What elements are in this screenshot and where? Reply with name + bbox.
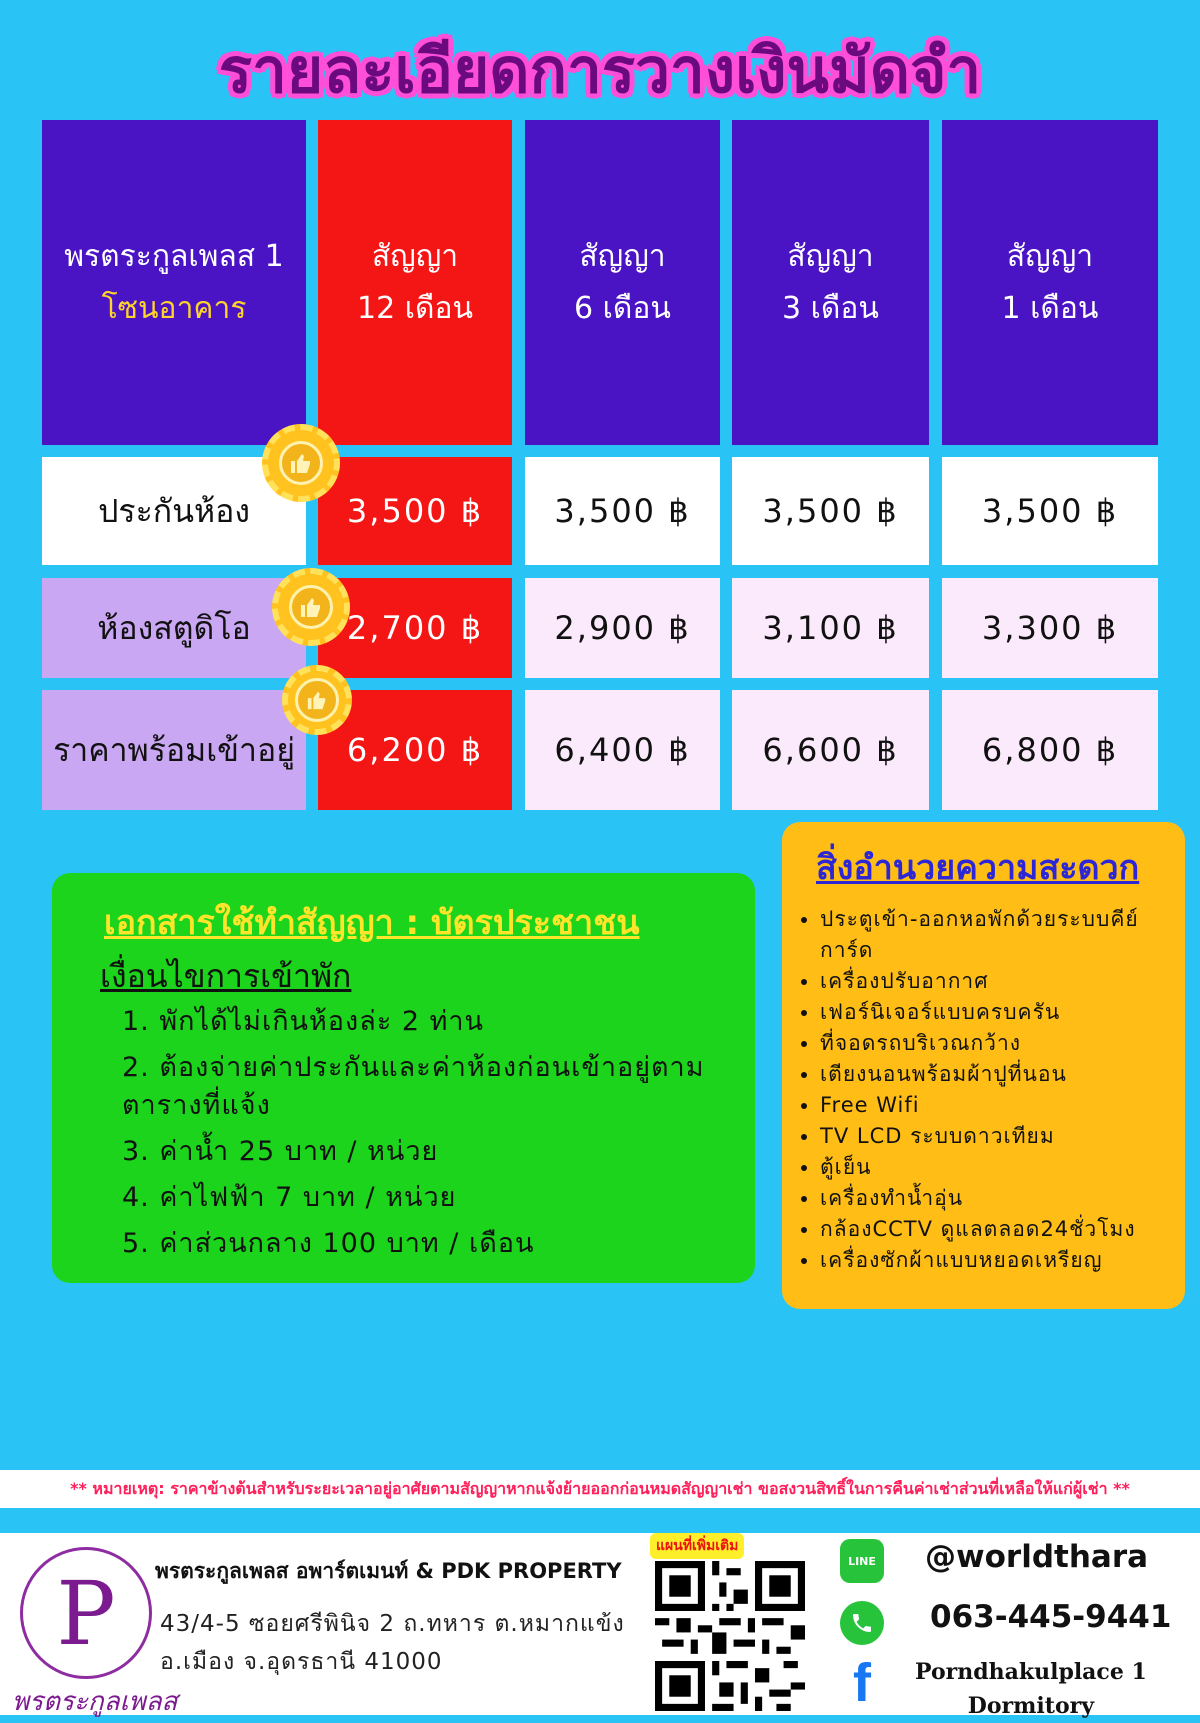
price-cell: 3,300 ฿ bbox=[942, 578, 1158, 678]
facebook-page[interactable] bbox=[915, 1655, 1147, 1723]
documents-required: เอกสารใช้ทำสัญญา : บัตรประชาชน bbox=[104, 903, 640, 943]
conditions-panel bbox=[52, 873, 755, 1283]
phone-number[interactable]: 063-445-9441 bbox=[930, 1599, 1172, 1635]
thumbs-up-badge-icon bbox=[282, 665, 352, 735]
plan-header-6 bbox=[525, 120, 720, 445]
address-line: อ.เมือง จ.อุดรธานี 41000 bbox=[160, 1649, 443, 1675]
plan-duration: 6 เดือน bbox=[574, 290, 671, 326]
company-logo: P bbox=[20, 1547, 152, 1679]
address-line: 43/4-5 ซอยศรีพินิจ 2 ถ.ทหาร ต.หมากแข้ง bbox=[160, 1611, 625, 1637]
plan-title: สัญญา bbox=[1006, 238, 1094, 274]
row-label-total: ราคาพร้อมเข้าอยู่ bbox=[42, 690, 306, 810]
list-item: 1. พักได้ไม่เกินห้องล่ะ 2 ท่าน bbox=[122, 1006, 485, 1037]
list-item: • TV LCD ระบบดาวเทียม bbox=[820, 1121, 1170, 1152]
disclaimer-note: ** หมายเหตุ: ราคาข้างต้นสำหรับระยะเวลาอยู่อาศัยตามสัญญาหากแจ้งย้ายออกก่อนหมดสัญญาเช่า ขอสงวนสิทธิ์ในการคืนค่าเช่าส่วนที่เหลือให้แก่ผู้เช่า ** bbox=[0, 1470, 1200, 1508]
list-item: • กล้องCCTV ดูแลตลอด24ชั่วโมง bbox=[820, 1214, 1170, 1245]
facebook-icon: f bbox=[853, 1653, 871, 1713]
list-item: • ตู้เย็น bbox=[820, 1152, 1170, 1183]
zone-header bbox=[42, 120, 306, 445]
list-item: • เครื่องทำน้ำอุ่น bbox=[820, 1183, 1170, 1214]
list-item: 5. ค่าส่วนกลาง 100 บาท / เดือน bbox=[122, 1228, 535, 1259]
plan-header-1 bbox=[942, 120, 1158, 445]
row-label-deposit: ประกันห้อง bbox=[42, 457, 306, 565]
facilities-list bbox=[782, 904, 1170, 1276]
plan-header-12 bbox=[318, 120, 512, 445]
line-id[interactable]: @worldthara bbox=[925, 1539, 1149, 1575]
list-item: 3. ค่าน้ำ 25 บาท / หน่วย bbox=[122, 1136, 439, 1167]
price-cell: 3,500 ฿ bbox=[525, 457, 720, 565]
price-cell: 6,400 ฿ bbox=[525, 690, 720, 810]
conditions-heading: เงื่อนไขการเข้าพัก bbox=[100, 957, 352, 995]
price-cell: 3,100 ฿ bbox=[732, 578, 929, 678]
list-item: 2. ต้องจ่ายค่าประกันและค่าห้องก่อนเข้าอยู่ตามตารางที่แจ้ง bbox=[122, 1052, 705, 1121]
facebook-name: Porndhakulplace 1 bbox=[915, 1659, 1147, 1685]
list-item: 4. ค่าไฟฟ้า 7 บาท / หน่วย bbox=[122, 1182, 457, 1213]
price-cell: 6,800 ฿ bbox=[942, 690, 1158, 810]
conditions-list bbox=[122, 1003, 742, 1271]
zone-label: พรตระกูลเพลส 1 bbox=[64, 238, 284, 274]
price-cell: 3,500 ฿ bbox=[318, 457, 512, 565]
price-cell: 3,500 ฿ bbox=[942, 457, 1158, 565]
row-label-studio: ห้องสตูดิโอ bbox=[42, 578, 306, 678]
thumbs-up-badge-icon bbox=[272, 568, 350, 646]
zone-sublabel: โซนอาคาร bbox=[101, 290, 247, 326]
plan-title: สัญญา bbox=[579, 238, 666, 274]
map-link[interactable]: แผนที่เพิ่มเติม bbox=[650, 1533, 744, 1559]
list-item: • เครื่องปรับอากาศ bbox=[820, 966, 1170, 997]
list-item: • Free Wifi bbox=[820, 1090, 1170, 1121]
list-item: • เตียงนอนพร้อมผ้าปูที่นอน bbox=[820, 1059, 1170, 1090]
qr-code[interactable] bbox=[655, 1561, 805, 1711]
list-item: • ที่จอดรถบริเวณกว้าง bbox=[820, 1028, 1170, 1059]
plan-duration: 12 เดือน bbox=[357, 290, 473, 326]
facilities-panel bbox=[782, 822, 1185, 1309]
line-icon: LINE bbox=[840, 1539, 884, 1583]
plan-duration: 3 เดือน bbox=[782, 290, 879, 326]
price-cell: 6,200 ฿ bbox=[318, 690, 512, 810]
address bbox=[160, 1605, 625, 1681]
plan-title: สัญญา bbox=[787, 238, 874, 274]
facilities-heading: สิ่งอำนวยความสะดวก bbox=[816, 848, 1140, 888]
page-title: รายละเอียดการวางเงินมัดจำ bbox=[218, 34, 982, 107]
list-item: • ประตูเข้า-ออกหอพักด้วยระบบคีย์การ์ด bbox=[820, 904, 1170, 966]
price-cell: 6,600 ฿ bbox=[732, 690, 929, 810]
phone-icon bbox=[840, 1601, 884, 1645]
price-cell: 2,900 ฿ bbox=[525, 578, 720, 678]
footer bbox=[0, 1533, 1200, 1719]
facebook-name: Dormitory bbox=[967, 1693, 1094, 1719]
plan-duration: 1 เดือน bbox=[1001, 290, 1099, 326]
price-cell: 3,500 ฿ bbox=[732, 457, 929, 565]
list-item: • เฟอร์นิเจอร์แบบครบครัน bbox=[820, 997, 1170, 1028]
plan-title: สัญญา bbox=[371, 238, 459, 274]
logo-text: พรตระกูลเพลส bbox=[12, 1687, 178, 1717]
thumbs-up-badge-icon bbox=[262, 424, 340, 502]
list-item: • เครื่องซักผ้าแบบหยอดเหรียญ bbox=[820, 1245, 1170, 1276]
price-cell: 2,700 ฿ bbox=[318, 578, 512, 678]
plan-header-3 bbox=[732, 120, 929, 445]
company-name: พรตระกูลเพลส อพาร์ตเมนท์ & PDK PROPERTY bbox=[155, 1559, 622, 1583]
